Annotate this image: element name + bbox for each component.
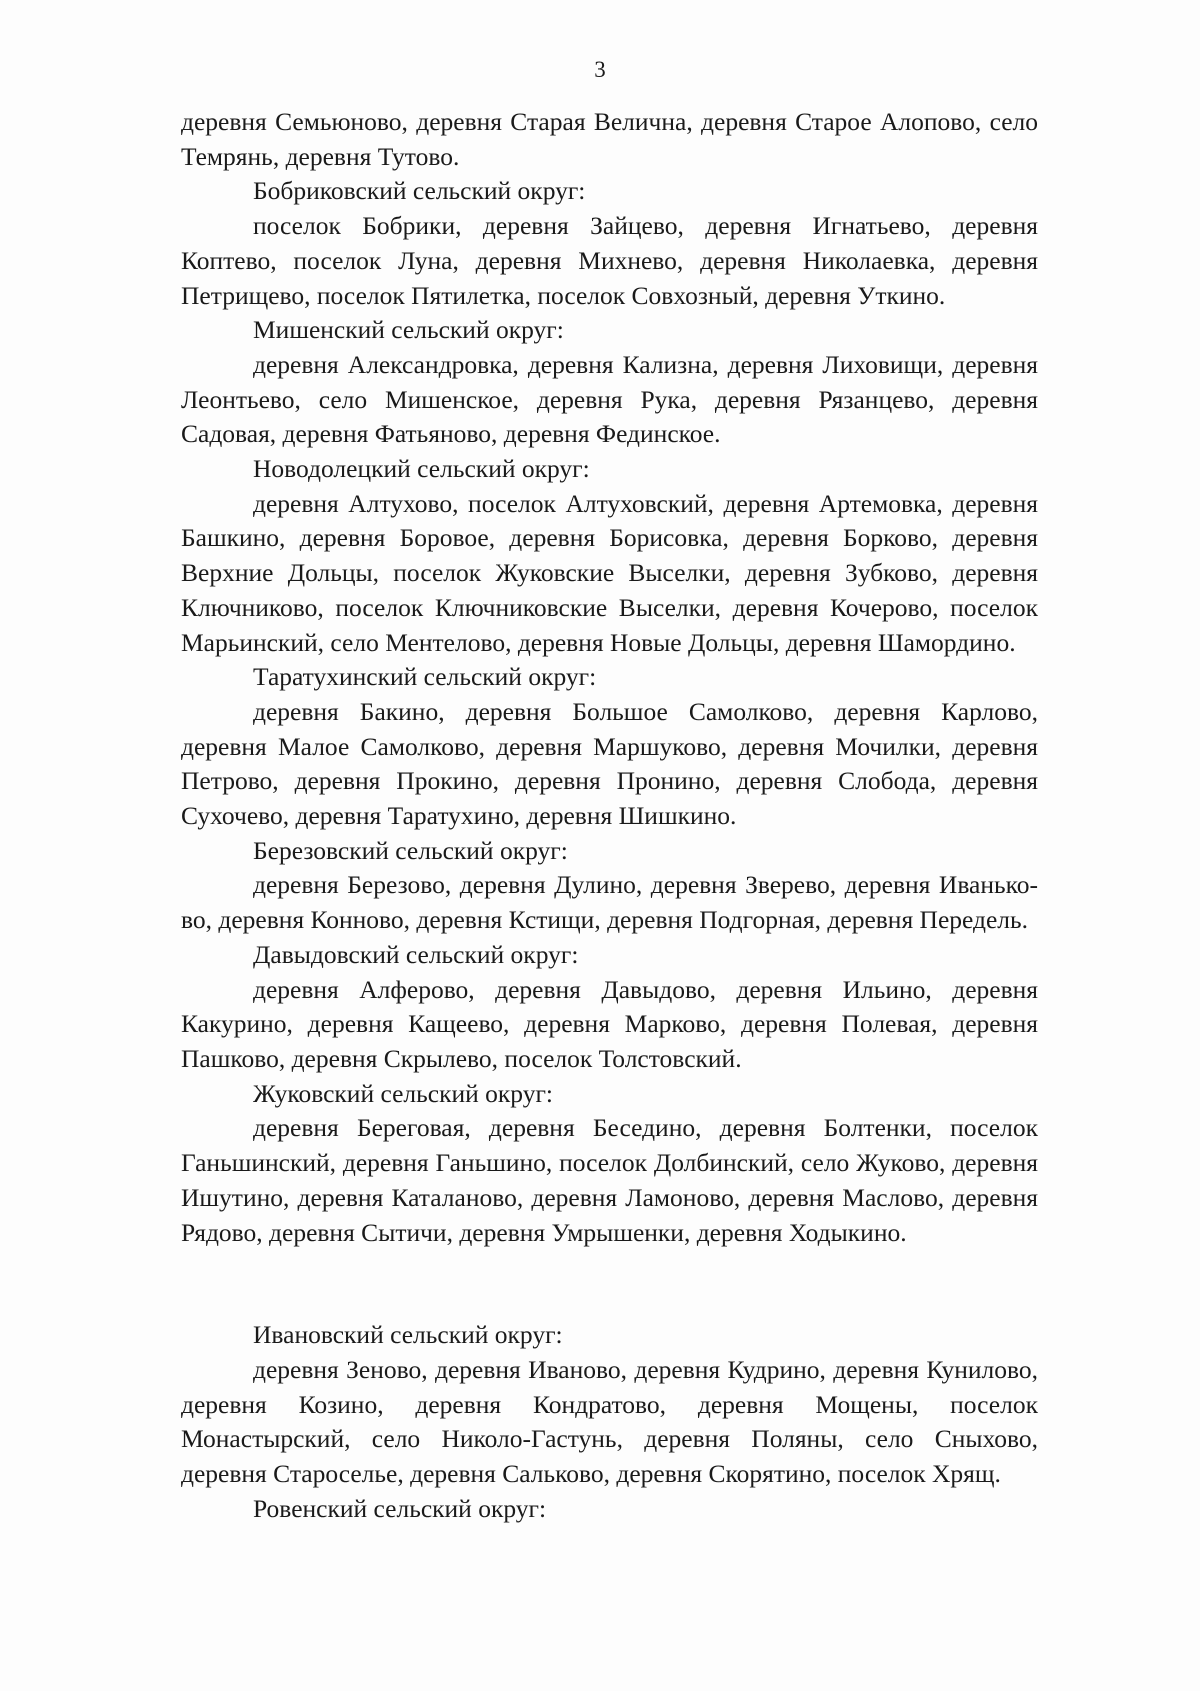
settlement-list-berezovsky: деревня Березово, деревня Дулино, деревня Зверево, деревня Иваньково, деревня Конново, деревня Кстищи, деревня Подгорная, деревня Передель. <box>181 870 1038 935</box>
settlement-list-taratukhinsky: деревня Бакино, деревня Большое Самолково, деревня Карлово, деревня Малое Самолково, деревня Маршуково, деревня Мочилки, деревня Петрово, деревня Прокино, деревня Пронино, деревня Слобода, деревня Сухочево, деревня Таратухино, деревня Шишкино. <box>181 696 1038 831</box>
page-number: 3 <box>594 57 606 82</box>
section-spacer <box>181 1250 1038 1318</box>
district-heading-bobrikovsky: Бобриковский сельский округ: <box>253 176 586 206</box>
settlement-list-davydovsky: деревня Алферово, деревня Давыдово, деревня Ильино, деревня Какурино, деревня Кащеево, деревня Марково, деревня Полевая, деревня Пашково, деревня Скрылево, поселок Толстовский. <box>181 974 1038 1073</box>
district-heading-mishensky: Мишенский сельский округ: <box>253 315 564 345</box>
district-heading-novodoletsky: Новодолецкий сельский округ: <box>253 454 590 484</box>
settlement-list-novodoletsky: деревня Алтухово, поселок Алтуховский, деревня Артемовка, деревня Башкино, деревня Боровое, деревня Борисовка, деревня Борково, деревня Верхние Дольцы, поселок Жуковские Выселки, деревня Зубково, деревня Ключниково, поселок Ключниковские Выселки, деревня Кочерово, поселок Марьинский, село Ментелово, деревня Новые Дольцы, деревня Шамордино. <box>181 488 1038 657</box>
district-heading-ivanovsky: Ивановский сельский округ: <box>253 1320 563 1350</box>
settlement-list-bobrikovsky: поселок Бобрики, деревня Зайцево, деревня Игнатьево, деревня Коптево, поселок Луна, деревня Михнево, деревня Николаевка, деревня Петрищево, поселок Пятилетка, поселок Совхозный, деревня Уткино. <box>181 211 1038 310</box>
document-body <box>181 105 1038 1526</box>
settlement-list-mishensky: деревня Александровка, деревня Кализна, деревня Лиховищи, деревня Леонтьево, село Мишенское, деревня Рука, деревня Рязанцево, деревня Садовая, деревня Фатьяново, деревня Фединское. <box>181 349 1038 449</box>
settlement-list-ivanovsky: деревня Зеново, деревня Иваново, деревня Кудрино, деревня Кунилово, деревня Козино, деревня Кондратово, деревня Мощены, поселок Монастырский, село Николо-Гастунь, деревня Поляны, село Сныхово, деревня Староселье, деревня Сальково, деревня Скорятино, поселок Хрящ. <box>181 1354 1038 1489</box>
district-heading-rovensky: Ровенский сельский округ: <box>253 1493 547 1523</box>
district-heading-davydovsky: Давыдовский сельский округ: <box>253 939 579 969</box>
district-heading-berezovsky: Березовский сельский округ: <box>253 835 568 865</box>
district-heading-taratukhinsky: Таратухинский сельский округ: <box>253 662 597 692</box>
district-heading-zhukovsky: Жуковский сельский округ: <box>253 1078 553 1108</box>
settlement-list-zhukovsky: деревня Береговая, деревня Беседино, деревня Болтенки, поселок Ганьшинский, деревня Ганьшино, поселок Долбинский, село Жуково, деревня Ишутино, деревня Каталаново, деревня Ламоново, деревня Маслово, деревня Рядово, деревня Сытичи, деревня Умрышенки, деревня Ходыкино. <box>181 1113 1038 1247</box>
intro-paragraph: деревня Семьюново, деревня Старая Велична, деревня Старое Алопово, село Темрянь, деревня Тутово. <box>181 107 1038 171</box>
